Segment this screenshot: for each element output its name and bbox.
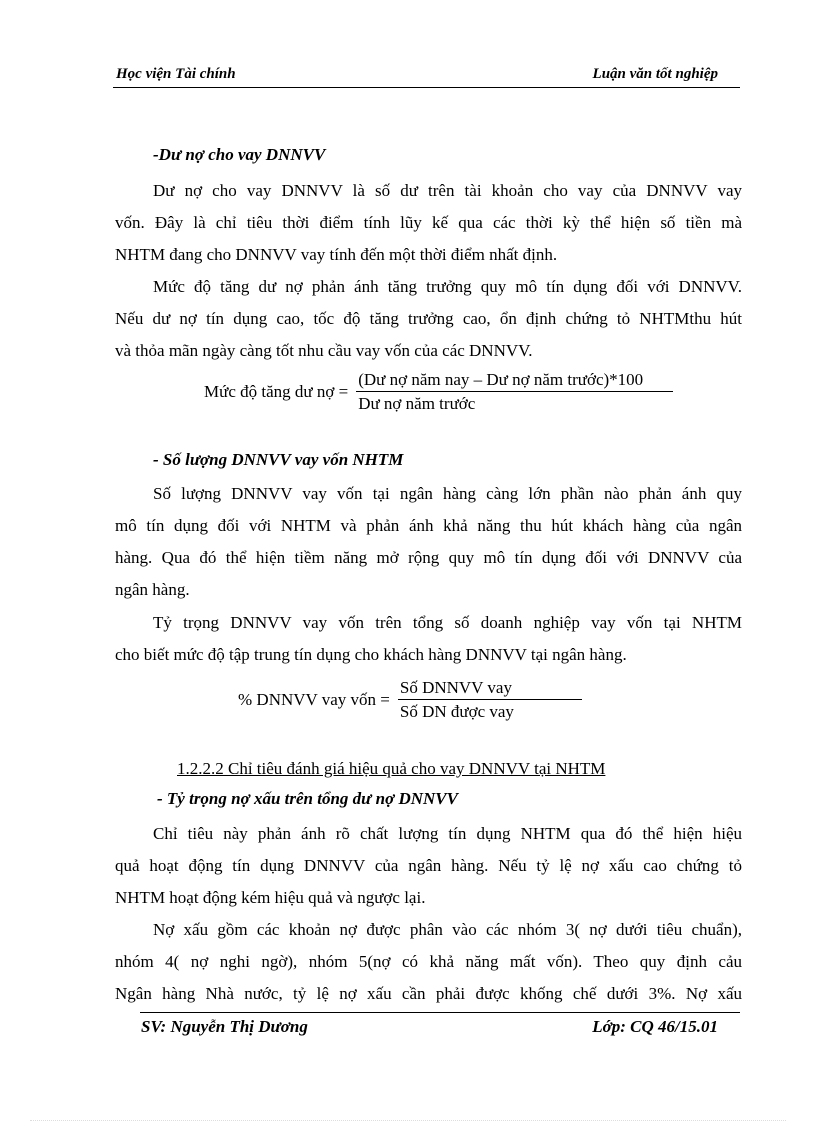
text-line: Số lượng DNNVV vay vốn tại ngân hàng càng lớn phần nào phản ánh quy [153,484,742,503]
section2-heading: - Số lượng DNNVV vay vốn NHTM [153,450,404,469]
text-line: Nợ xấu gồm các khoản nợ được phân vào các nhóm 3( nợ dưới tiêu chuẩn), [153,920,742,939]
formula-numerator: (Dư nợ năm nay – Dư nợ năm trước)*100 [356,370,673,392]
formula-label: Mức độ tăng dư nợ = [204,382,349,401]
header-rule [113,87,740,88]
text-line: Mức độ tăng dư nợ phản ánh tăng trưởng quy mô tín dụng đối với DNNVV. [153,277,742,296]
text-line: mô tín dụng đối với NHTM và phản ánh khả năng thu hút khách hàng của ngân [115,516,742,535]
formula-label: % DNNVV vay vốn = [238,690,390,709]
formula-fraction [398,678,582,722]
section3-paragraph-2 [115,914,742,1010]
page-bottom-edge [30,1120,786,1121]
section3-paragraph-1 [115,818,742,914]
text-line: Ngân hàng Nhà nước, tỷ lệ nợ xấu cần phải được khống chế dưới 3%. Nợ xấu [115,984,742,1003]
formula-fraction [356,370,673,414]
text-line: Tỷ trọng DNNVV vay vốn trên tổng số doanh nghiệp vay vốn tại NHTM [153,613,742,632]
header-right: Luận văn tốt nghiệp [592,66,718,82]
text-line: và thỏa mãn ngày càng tốt nhu cầu vay vốn của các DNNVV. [115,341,533,360]
text-line: hàng. Qua đó thể hiện tiềm năng mở rộng quy mô tín dụng đối với DNNVV của [115,548,742,567]
header-left: Học viện Tài chính [116,66,236,82]
text-line: Dư nợ cho vay DNNVV là số dư trên tài khoản cho vay của DNNVV vay [153,181,742,200]
footer-rule [140,1012,740,1013]
text-line: Nếu dư nợ tín dụng cao, tốc độ tăng trưởng cao, ổn định chứng tỏ NHTMthu hút [115,309,742,328]
section2-paragraph-2 [115,607,742,671]
text-line: quả hoạt động tín dụng DNNVV của ngân hàng. Nếu tỷ lệ nợ xấu cao chứng tỏ [115,856,742,875]
section1-paragraph-1 [115,175,742,271]
formula-denominator: Dư nợ năm trước [358,394,476,413]
text-line: NHTM hoạt động kém hiệu quả và ngược lại. [115,888,426,907]
text-line: NHTM đang cho DNNVV vay tính đến một thời điểm nhất định. [115,245,558,264]
subsection-title: 1.2.2.2 Chỉ tiêu đánh giá hiệu quả cho vay DNNVV tại NHTM [177,759,606,778]
footer-left: SV: Nguyễn Thị Dương [141,1017,308,1036]
formula-debt-growth [204,370,673,414]
formula-denominator: Số DN được vay [399,702,514,721]
text-line: ngân hàng. [115,580,190,599]
section1-heading: -Dư nợ cho vay DNNVV [153,145,326,164]
text-line: Chỉ tiêu này phản ánh rõ chất lượng tín dụng NHTM qua đó thể hiện hiệu [153,824,742,843]
section1-paragraph-2 [115,271,742,367]
formula-sme-borrowers [238,678,582,722]
text-line: cho biết mức độ tập trung tín dụng cho khách hàng DNNVV tại ngân hàng. [115,645,627,664]
section2-paragraph-1 [115,478,742,606]
text-line: nhóm 4( nợ nghi ngờ), nhóm 5(nợ có khả năng mất vốn). Theo quy định cảu [115,952,742,971]
text-line: vốn. Đây là chỉ tiêu thời điểm tính lũy kế qua các thời kỳ thể hiện số tiền mà [115,213,742,232]
formula-numerator: Số DNNVV vay [398,678,582,700]
footer-right: Lớp: CQ 46/15.01 [592,1017,718,1036]
section3-heading: - Tỷ trọng nợ xấu trên tổng dư nợ DNNVV [157,789,458,808]
